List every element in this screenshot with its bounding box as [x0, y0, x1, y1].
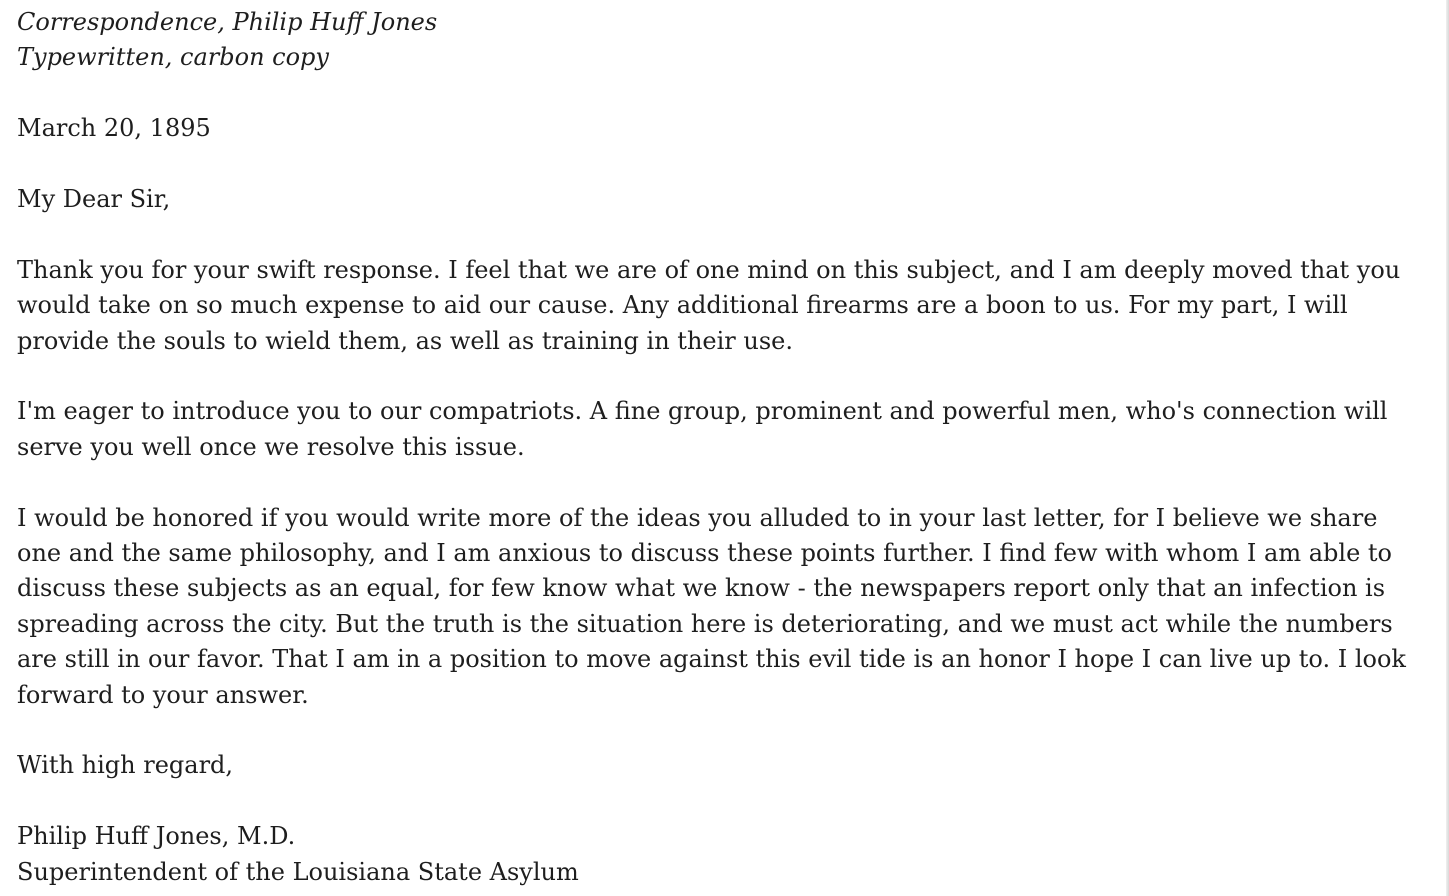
paragraph-line: I would be honored if you would write more of the ideas you alluded to in your last letter, for I believe we share [17, 503, 1378, 532]
paragraph-line: forward to your answer. [17, 680, 309, 709]
letter-salutation: My Dear Sir, [17, 185, 171, 213]
letter-closing: With high regard, [17, 751, 234, 780]
signature-title: Superintendent of the Louisiana State Asylum [17, 857, 579, 886]
signature-name: Philip Huff Jones, M.D. [17, 822, 296, 851]
document-header [17, 5, 1417, 76]
paragraph-line: I'm eager to introduce you to our compatriots. A fine group, prominent and powerful men, who's connection will [17, 397, 1388, 426]
paragraph-line: provide the souls to wield them, as well as training in their use. [17, 326, 793, 355]
letter-paragraph-1 [17, 253, 1417, 359]
paragraph-line: Thank you for your swift response. I feel that we are of one mind on this subject, and I am deeply moved that you [17, 255, 1401, 284]
paragraph-line: would take on so much expense to aid our cause. Any additional firearms are a boon to us. For my part, I will [17, 291, 1348, 320]
paragraph-line: serve you well once we resolve this issue. [17, 432, 525, 461]
document-format: Typewritten, carbon copy [17, 43, 329, 72]
paragraph-line: spreading across the city. But the truth is the situation here is deteriorating, and we must act while the numbers [17, 609, 1393, 638]
paragraph-line: discuss these subjects as an equal, for few know what we know - the newspapers report only that an infection is [17, 574, 1386, 603]
letter-document [17, 5, 1417, 890]
paragraph-line: one and the same philosophy, and I am anxious to discuss these points further. I find few with whom I am able to [17, 539, 1392, 568]
letter-date: March 20, 1895 [17, 114, 211, 143]
collection-title: Correspondence, Philip Huff Jones [17, 8, 438, 36]
letter-paragraph-2 [17, 394, 1417, 465]
letter-paragraph-3 [17, 501, 1417, 713]
paragraph-line: are still in our favor. That I am in a position to move against this evil tide is an honor I hope I can live up to. I look [17, 645, 1406, 674]
letter-signature [17, 819, 1417, 890]
